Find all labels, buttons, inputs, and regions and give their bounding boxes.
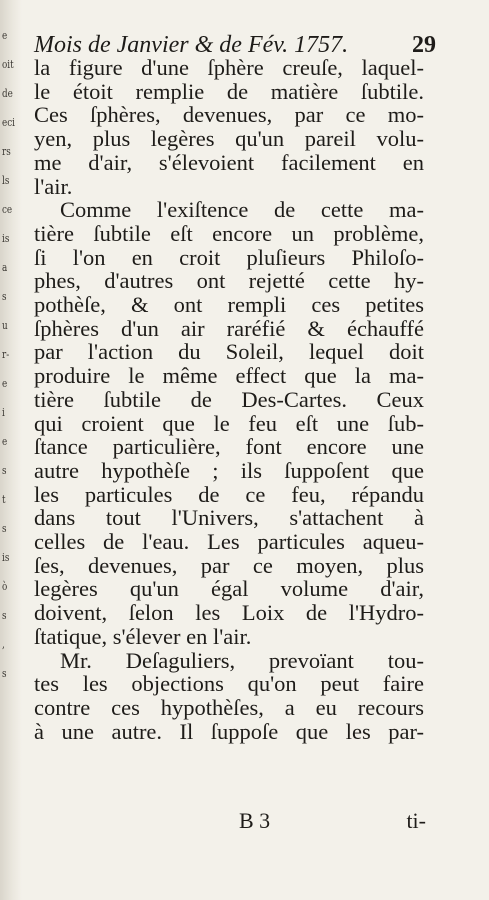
text-line: phes, d'autres ont rejetté cette hy- [34, 268, 424, 294]
text-line: dans tout l'Univers, s'attachent à [34, 505, 424, 531]
text-line: yen, plus legères qu'un pareil volu- [34, 126, 424, 152]
text-line: ſtatique, s'élever en l'air. [34, 623, 252, 649]
book-page [34, 28, 436, 878]
facing-page-fragment: e [2, 29, 8, 42]
facing-page-fragment: de [2, 87, 13, 100]
text-line: tes les objections qu'on peut faire [34, 671, 424, 697]
facing-page-fragment: s [2, 609, 7, 622]
facing-page-fragment: t [2, 493, 6, 506]
facing-page-fragment: s [2, 522, 7, 535]
facing-page-fragment: a [2, 261, 8, 274]
text-line: Mr. Deſaguliers, prevoïant tou- [60, 647, 424, 673]
facing-page-fragment: e [2, 377, 8, 390]
text-line: doivent, ſelon les Loix de l'Hydro- [34, 600, 424, 626]
text-line: pothèſe, & ont rempli ces petites [34, 292, 424, 318]
text-line: l'air. [34, 173, 73, 199]
running-title: Mois de Janvier & de Fév. 1757. [34, 32, 349, 58]
text-line: le étoit remplie de matière ſubtile. [34, 78, 424, 104]
facing-page-fragment: is [2, 551, 10, 564]
binding-gutter [0, 0, 22, 900]
facing-page-fragment: is [2, 232, 10, 245]
facing-page-fragment: r- [2, 348, 10, 361]
text-line: ſtance particulière, font encore une [34, 434, 424, 460]
text-line: produire le même effect que la ma- [34, 363, 424, 389]
text-line: par l'action du Soleil, lequel doit [34, 339, 424, 365]
text-line: tière ſubtile eſt encore un problème, [34, 220, 424, 246]
facing-page-fragment: s [2, 667, 7, 680]
facing-page-fragment: eci [2, 116, 15, 129]
facing-page-fragment: u [2, 319, 8, 332]
text-line: ſes, devenues, par ce moyen, plus [34, 552, 424, 578]
text-line: legères qu'un égal volume d'air, [34, 576, 424, 602]
text-line: ſphères d'un air raréfié & échauffé [34, 315, 424, 341]
facing-page-fragment: i [2, 406, 5, 419]
text-line: à une autre. Il ſuppoſe que les par- [34, 718, 424, 744]
facing-page-fragment: ce [2, 203, 13, 216]
catchword: ti- [406, 808, 426, 833]
text-line: contre ces hypothèſes, a eu recours [34, 694, 424, 720]
text-line: ſi l'on en croit pluſieurs Philoſo- [34, 244, 424, 270]
facing-page-fragment: rs [2, 145, 11, 158]
facing-page-fragment: e [2, 435, 8, 448]
body-text [34, 56, 436, 743]
text-line: les particules de ce feu, répandu [34, 481, 424, 507]
text-line: Comme l'exiſtence de cette ma- [60, 197, 424, 223]
page-footer [34, 806, 436, 836]
facing-page-fragment: ls [2, 174, 10, 187]
facing-page-fragment: s [2, 290, 7, 303]
page-number: 29 [412, 32, 436, 58]
signature-mark: B 3 [239, 808, 271, 833]
facing-page-fragment: , [2, 638, 5, 651]
facing-page-fragment: oit [2, 58, 14, 71]
text-line: autre hypothèſe ; ils ſuppoſent que [34, 457, 424, 483]
facing-page-fragment: s [2, 464, 7, 477]
text-line: Ces ſphères, devenues, par ce mo- [34, 102, 424, 128]
facing-page-fragment: ò [2, 580, 8, 593]
text-line: qui croient que le feu eſt une ſub- [34, 410, 424, 436]
text-line: celles de l'eau. Les particules aqueu- [34, 529, 424, 555]
text-line: tière ſubtile de Des-Cartes. Ceux [34, 386, 424, 412]
text-line: la figure d'une ſphère creuſe, laquel- [34, 55, 424, 80]
text-line: me d'air, s'élevoient facilement en [34, 149, 424, 175]
